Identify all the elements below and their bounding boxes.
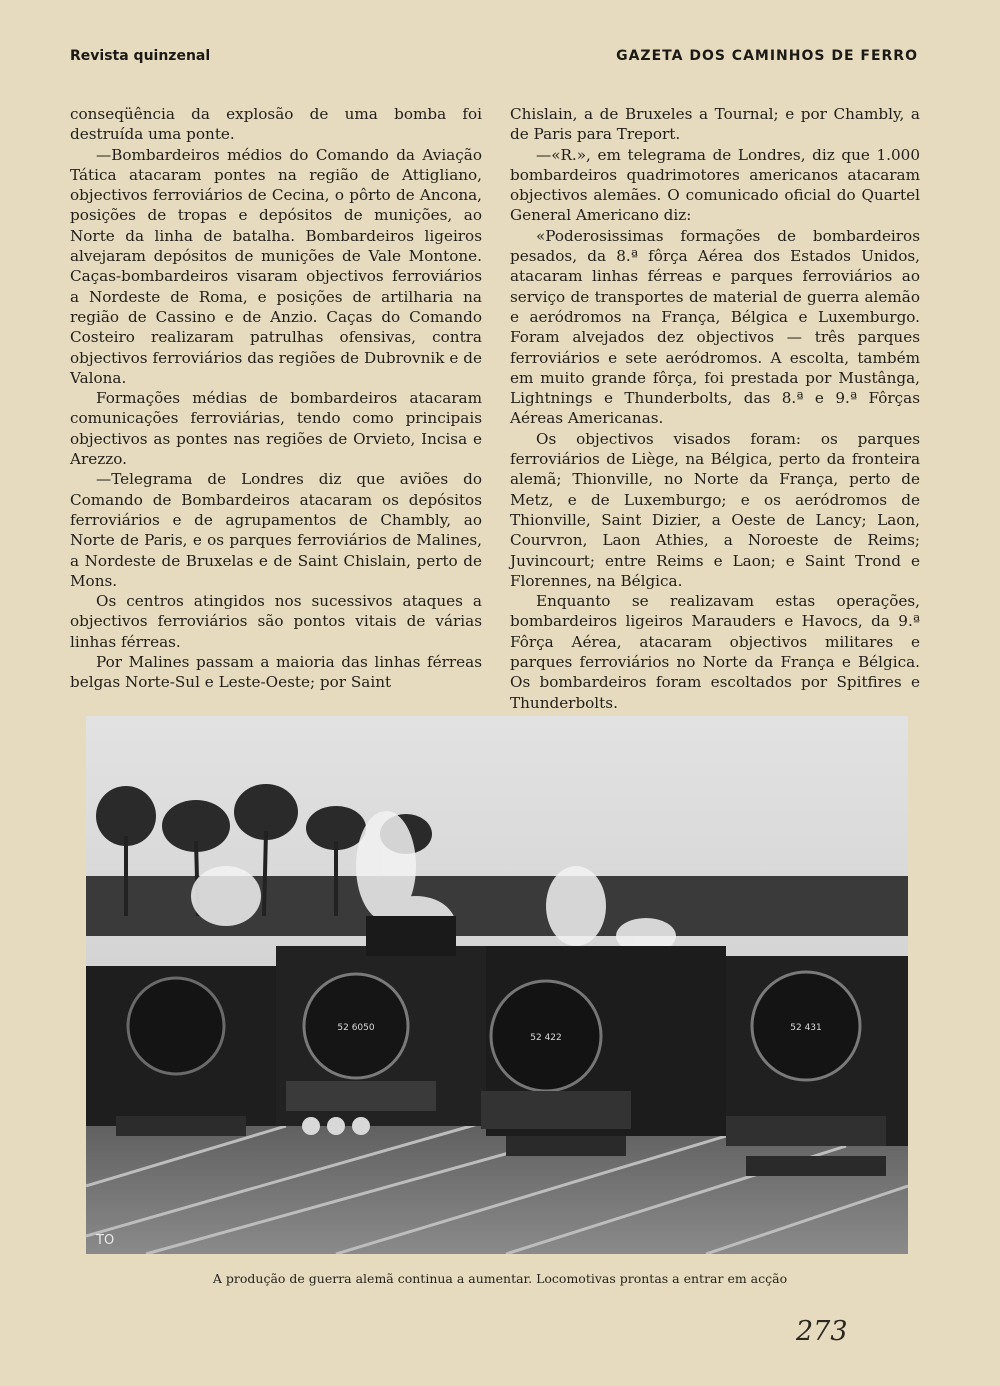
- paragraph: —«R.», em telegrama de Londres, diz que 1.000 bombardeiros quadrimotores americanos atacaram objectivos alemães. O comunicado oficial do Quartel General Americano diz:: [510, 145, 920, 225]
- paragraph: Chislain, a de Bruxeles a Tournal; e por Chambly, a de Paris para Treport.: [510, 105, 920, 144]
- locomotives-photo: [86, 716, 908, 1254]
- paragraph: —Telegrama de Londres diz que aviões do Comando de Bombardeiros atacaram os depósitos ferroviários e de agrupamentos de Chambly, ao Norte de Paris, e os parques ferroviários de Malines, a Nordeste de Bruxelas e de Saint Chislain, perto de Mons.: [70, 470, 482, 590]
- locomotive-number-3: 52 431: [790, 1023, 822, 1033]
- paragraph: Os centros atingidos nos sucessivos ataques a objectivos ferroviários são pontos vitais de várias linhas férreas.: [70, 592, 482, 651]
- locomotive-number-1: 52 6050: [337, 1023, 375, 1033]
- paragraph: Por Malines passam a maioria das linhas férreas belgas Norte-Sul e Leste-Oeste; por Saint: [70, 653, 482, 692]
- left-column: [70, 104, 482, 693]
- page-number: 273: [796, 1316, 848, 1347]
- paragraph: «Poderosissimas formações de bombardeiros pesados, da 8.ª fôrça Aérea dos Estados Unidos, atacaram linhas férreas e parques ferroviários ao serviço de transportes de material de guerra alemão e aeródromos na França, Bélgica e Luxemburgo. Foram alvejados dez objectivos — três parques ferroviários e sete aeródromos. A escolta, também em muito grande fôrça, foi prestada por Mustânga, Lightnings e Thunderbolts, das 8.ª e 9.ª Fôrças Aéreas Americanas.: [510, 226, 920, 428]
- paragraph: Enquanto se realizavam estas operações, bombardeiros ligeiros Marauders e Havocs, da 9.ª Fôrça Aérea, atacaram objectivos militares e parques ferroviários no Norte da França e Bélgica. Os bombardeiros foram escoltados por Spitfires e Thunderbolts.: [510, 592, 920, 712]
- paragraph: conseqüência da explosão de uma bomba foi destruída uma ponte.: [70, 105, 482, 144]
- running-header-right: GAZETA DOS CAMINHOS DE FERRO: [616, 48, 918, 64]
- locomotive-number-2: 52 422: [530, 1033, 562, 1043]
- paragraph: Os objectivos visados foram: os parques ferroviários de Liège, na Bélgica, perto da fronteira alemã; Thionville, no Norte da França, perto de Metz, e de Luxemburgo; e os aeródromos de Thionville, Saint Dizier, a Oeste de Lancy; Laon, Courvron, Laon Athies, a Noroeste de Reims; Juvincourt; entre Reims e Laon; e Saint Trond e Florennes, na Bélgica.: [510, 429, 920, 590]
- paragraph: —Bombardeiros médios do Comando da Aviação Tática atacaram pontes na região de Attigliano, objectivos ferroviários de Cecina, o pôrto de Ancona, posições de tropas e depósitos de munições, ao Norte da linha de batalha. Bombardeiros ligeiros alvejaram depósitos de munições de Vale Montone. Caças-bombardeiros visaram objectivos ferroviários a Nordeste de Roma, e posições de artilharia na região de Cassino e de Anzio. Caças do Comando Costeiro realizaram patrulhas ofensivas, contra objectivos ferroviários das regiões de Dubrovnik e de Valona.: [70, 145, 482, 387]
- right-column: [510, 104, 920, 713]
- locomotives-illustration: [86, 716, 908, 1254]
- photo-credit-mark: TO: [96, 1233, 115, 1248]
- running-header-left: Revista quinzenal: [70, 48, 211, 64]
- paragraph: Formações médias de bombardeiros atacaram comunicações ferroviárias, tendo como principais objectivos as pontes nas regiões de Orvieto, Incisa e Arezzo.: [70, 389, 482, 469]
- photo-caption: A produção de guerra alemã continua a aumentar. Locomotivas prontas a entrar em acção: [212, 1271, 788, 1286]
